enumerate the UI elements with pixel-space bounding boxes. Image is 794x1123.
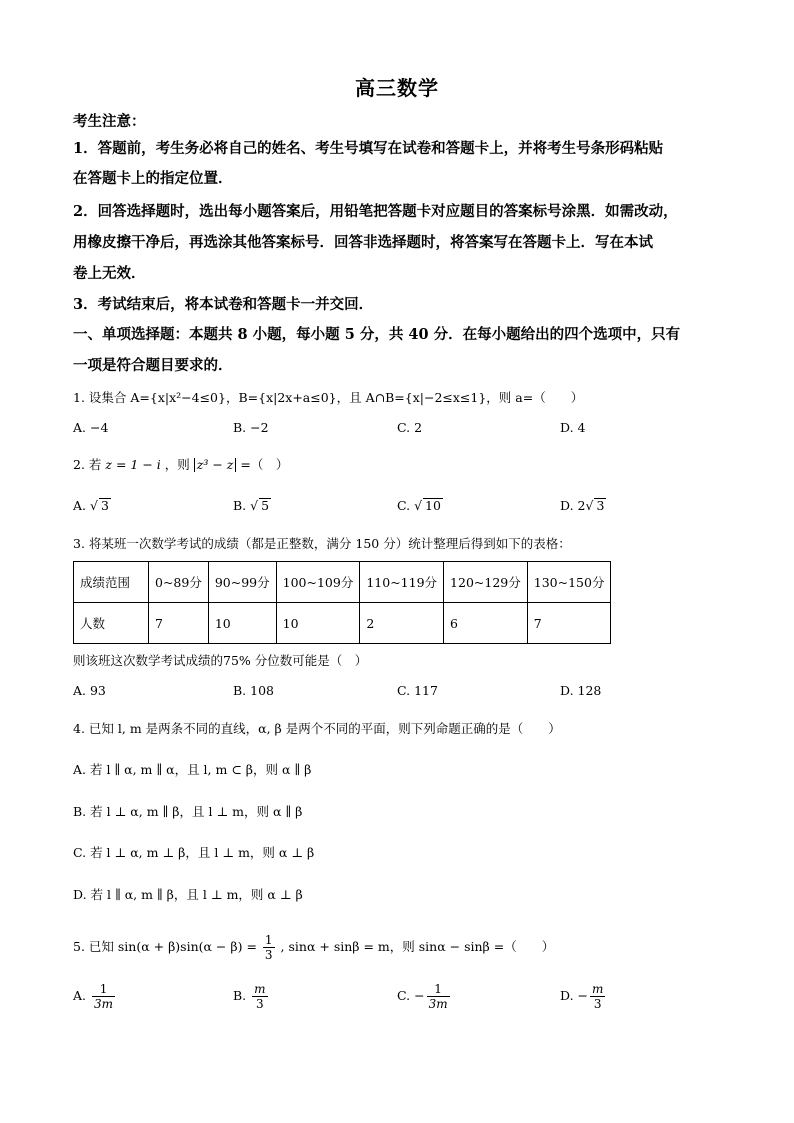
- fraction-denominator: 3m: [428, 997, 448, 1011]
- question-2-stem: [73, 455, 288, 475]
- question-3-question: 则该班这次数学考试成绩的75% 分位数可能是（ ）: [73, 653, 368, 668]
- table-cell: 7: [527, 603, 611, 644]
- question-5-stem: [73, 930, 554, 964]
- question-5-option-a: [73, 982, 117, 1011]
- question-4-option-a: A. 若 l ∥ α, m ∥ α，且 l, m ⊂ β，则 α ∥ β: [73, 762, 312, 777]
- fraction-numerator: 1: [92, 982, 115, 997]
- question-5-option-c: [397, 982, 452, 1011]
- notice-item-1-line-2: 在答题卡上的指定位置．: [73, 170, 233, 187]
- question-4-option-d: D. 若 l ∥ α, m ∥ β，且 l ⊥ m，则 α ⊥ β: [73, 887, 303, 902]
- question-2-options: [73, 498, 713, 518]
- table-cell: 6: [444, 603, 528, 644]
- fraction: [252, 982, 267, 1011]
- fraction-numerator: 1: [427, 982, 450, 997]
- fraction-numerator: m: [254, 982, 266, 996]
- radicand: 3: [596, 498, 605, 513]
- question-3-option-c: C. 117: [397, 683, 438, 698]
- section-heading-line-2: 一项是符合题目要求的．: [73, 357, 233, 374]
- question-2-mid: ，则: [164, 457, 190, 472]
- option-label: A.: [73, 498, 87, 513]
- table-cell: 2: [360, 603, 444, 644]
- fraction-denominator: 3m: [94, 997, 114, 1011]
- table-header-cell: 90~99分: [208, 562, 276, 603]
- option-label: D.: [560, 498, 574, 513]
- table-row: [74, 603, 611, 644]
- fraction: [263, 933, 275, 962]
- fraction-numerator: m: [592, 982, 604, 996]
- table-cell: 人数: [74, 603, 149, 644]
- fraction: [590, 982, 605, 1011]
- fraction: [92, 982, 115, 1011]
- notice-item-2-line-1: 2．回答选择题时，选出每小题答案后，用铅笔把答题卡对应题目的答案标号涂黑．如需改动，: [73, 203, 678, 220]
- question-3-stem: 3. 将某班一次数学考试的成绩（都是正整数，满分 150 分）统计整理后得到如下的表格：: [73, 536, 571, 551]
- radicand: 5: [261, 498, 270, 513]
- question-2-option-b: B. √ 5: [233, 498, 270, 513]
- table-header-cell: 0~89分: [149, 562, 209, 603]
- section-heading-line-1: 一、单项选择题：本题共 8 小题，每小题 5 分，共 40 分．在每小题给出的四个选项中，只有: [73, 326, 681, 343]
- question-1-option-b: B. −2: [233, 420, 269, 435]
- radicand: 10: [425, 498, 441, 513]
- score-table: [73, 561, 611, 644]
- fraction: [427, 982, 450, 1011]
- question-3-option-b: B. 108: [233, 683, 274, 698]
- question-2-option-c: C. √ 10: [397, 498, 441, 513]
- table-cell: 10: [208, 603, 276, 644]
- table-cell: 7: [149, 603, 209, 644]
- question-5-prefix: 5. 已知 sin(α + β)sin(α − β) =: [73, 939, 257, 954]
- page-title: 高三数学: [355, 76, 439, 100]
- table-header-cell: 110~119分: [360, 562, 444, 603]
- question-1-option-c: C. 2: [397, 420, 423, 435]
- question-4-option-b: B. 若 l ⊥ α, m ∥ β，且 l ⊥ m，则 α ∥ β: [73, 804, 303, 819]
- table-header-cell: 成绩范围: [74, 562, 149, 603]
- question-3-option-d: D. 128: [560, 683, 602, 698]
- option-label: C.: [397, 498, 411, 513]
- question-4-option-c: C. 若 l ⊥ α, m ⊥ β，且 l ⊥ m，则 α ⊥ β: [73, 845, 315, 860]
- negative-sign: −: [577, 988, 589, 1003]
- notice-item-3: 3．考试结束后，将本试卷和答题卡一并交回．: [73, 296, 374, 313]
- option-label: C.: [397, 988, 411, 1003]
- option-label: A.: [73, 988, 87, 1003]
- question-2-condition: z = 1 − i: [105, 457, 161, 472]
- question-1-stem: 1. 设集合 A={x|x²−4≤0}，B={x|2x+a≤0}，且 A∩B={x|−2≤x≤1}，则 a=（ ）: [73, 390, 584, 405]
- notice-heading: 考生注意：: [73, 113, 146, 130]
- fraction-numerator: 1: [264, 933, 273, 947]
- table-row: [74, 562, 611, 603]
- question-2-suffix: =（ ）: [240, 457, 289, 472]
- question-1-option-a: A. −4: [73, 420, 109, 435]
- option-label: B.: [233, 498, 247, 513]
- question-3-option-a: A. 93: [73, 683, 106, 698]
- fraction-denominator: 3: [256, 997, 264, 1011]
- table-cell: 10: [276, 603, 360, 644]
- question-1-options: [73, 420, 713, 440]
- question-5-option-b: [233, 982, 270, 1011]
- question-1-option-d: D. 4: [560, 420, 586, 435]
- question-3-options: [73, 683, 713, 703]
- table-header-cell: 100~109分: [276, 562, 360, 603]
- negative-sign: −: [414, 988, 425, 1003]
- question-5-mid: , sinα + sinβ = m，则 sinα − sinβ =（ ）: [280, 939, 555, 954]
- fraction-denominator: 3: [264, 948, 273, 962]
- question-5-option-d: [560, 982, 607, 1011]
- question-2-abs-expression: z³ − z: [194, 458, 237, 472]
- coefficient: 2: [577, 498, 586, 513]
- question-2-option-a: A. √ 3: [73, 498, 109, 513]
- fraction-denominator: 3: [593, 997, 602, 1011]
- table-header-cell: 120~129分: [444, 562, 528, 603]
- notice-item-2-line-3: 卷上无效．: [73, 265, 146, 282]
- option-label: D.: [560, 988, 574, 1003]
- question-2-prefix: 2. 若: [73, 457, 102, 472]
- question-4-stem: 4. 已知 l, m 是两条不同的直线，α, β 是两个不同的平面，则下列命题正确的是（ ）: [73, 721, 561, 736]
- radicand: 3: [100, 498, 109, 513]
- question-2-option-d: D. 2√ 3: [560, 498, 605, 513]
- notice-item-1-line-1: 1．答题前，考生务必将自己的姓名、考生号填写在试卷和答题卡上，并将考生号条形码粘贴: [73, 140, 664, 157]
- table-header-cell: 130~150分: [527, 562, 611, 603]
- notice-item-2-line-2: 用橡皮擦干净后，再选涂其他答案标号．回答非选择题时，将答案写在答题卡上．写在本试: [73, 234, 653, 251]
- option-label: B.: [233, 988, 247, 1003]
